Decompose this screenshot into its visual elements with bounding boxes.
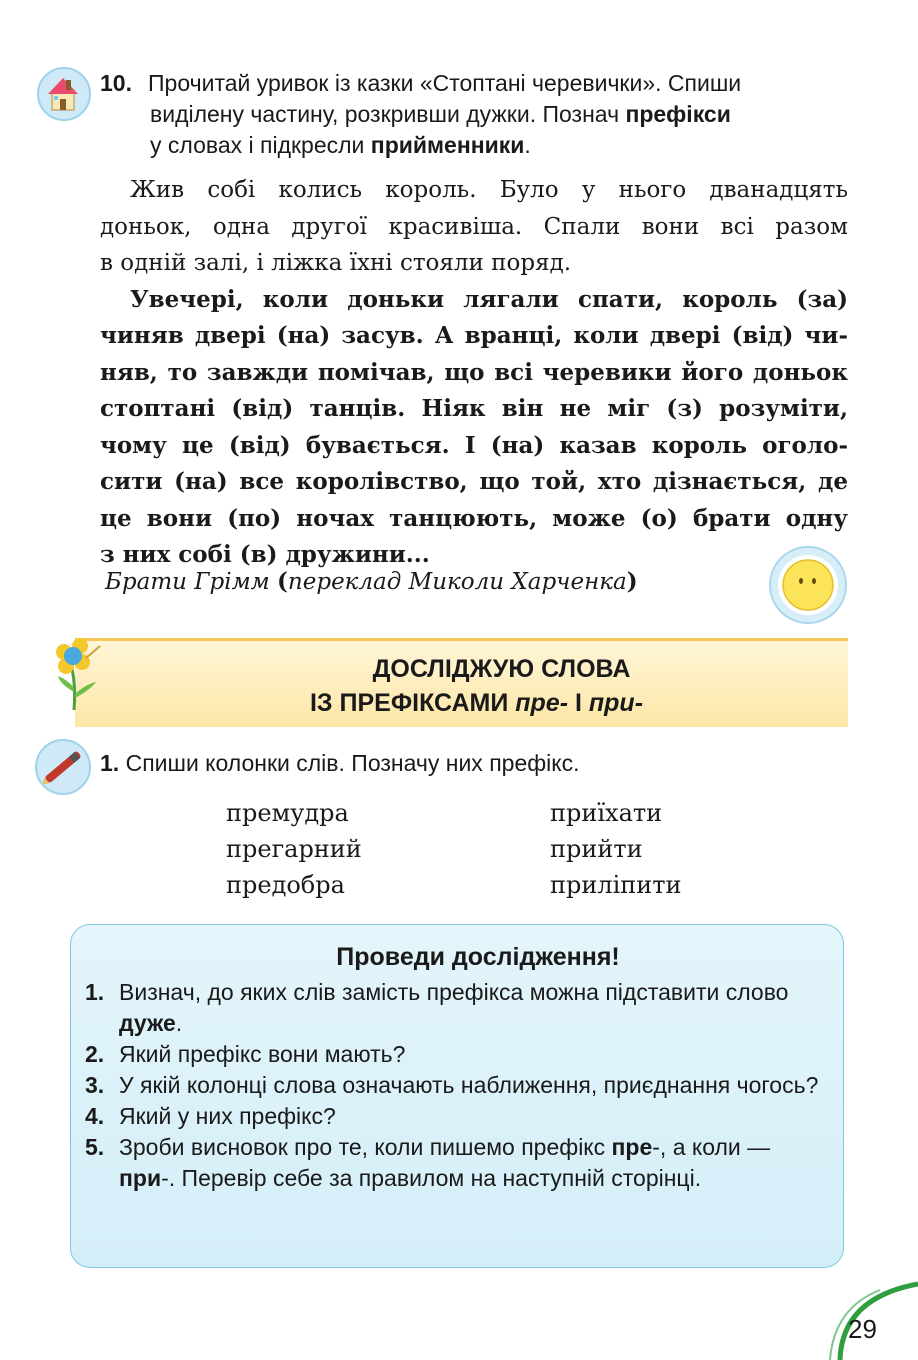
word-item: прегарний xyxy=(226,835,362,863)
word-column-pre xyxy=(226,795,362,903)
word-item: приїхати xyxy=(550,799,663,827)
story-line: няв, то завжди помічав, що всі черевики його доньок xyxy=(100,358,848,386)
research-box xyxy=(70,924,844,1268)
task-number: 10. xyxy=(100,70,132,96)
story-line: сити (на) все королівство, що той, хто дізнається, де xyxy=(100,468,848,495)
story-line: стоптані (від) танців. Ніяк він не міг (з) розуміти, xyxy=(100,395,848,422)
research-item: 1. Визнач, до яких слів замість префікса можна підставити слово дуже. xyxy=(85,979,789,1036)
story-attribution: Брати Грімм (переклад Миколи Харченка) xyxy=(105,568,638,595)
task-10-instruction: 10. Прочитай уривок із казки «Стоптані черевички». Спиши виділену частину, розкривши дужки. Познач префікси у словах і підкресли прийменники. xyxy=(100,70,742,158)
research-item: 4. Який у них префікс? xyxy=(85,1103,336,1129)
section-title-line2: ІЗ ПРЕФІКСАМИ пре- І при- xyxy=(309,689,644,717)
research-item: 2. Який префікс вони мають? xyxy=(85,1041,406,1067)
word-column-pry xyxy=(550,795,682,903)
page-number: 29 xyxy=(848,1314,877,1344)
story-line: чому це (від) бувається. І (на) казав король оголо- xyxy=(100,431,848,459)
research-title: Проведи дослідження! xyxy=(336,943,620,971)
word-item: приліпити xyxy=(550,871,682,899)
research-item: 3. У якій колонці слова означають наближення, приєднання чогось? xyxy=(85,1072,819,1098)
research-item: 5. Зроби висновок про те, коли пишемо префікс пре-, а коли — при-. Перевір себе за правилом на наступній сторінці. xyxy=(85,1134,771,1191)
flower-icon xyxy=(52,632,108,712)
story-line: чиняв двері (на) засув. А вранці, коли двері (від) чи- xyxy=(100,322,848,349)
house-icon xyxy=(36,66,92,122)
word-item: предобра xyxy=(226,871,345,899)
story-line: в одній залі, і ліжка їхні стояли поряд. xyxy=(100,250,572,276)
story-text xyxy=(100,172,848,574)
word-item: премудра xyxy=(226,799,349,827)
story-line: з них собі (в) дружини... xyxy=(100,541,430,568)
research-list xyxy=(85,977,825,1194)
story-line: це вони (по) ночах танцюють, може (о) брати одну xyxy=(100,504,848,532)
pen-icon xyxy=(34,738,92,796)
word-item: прийти xyxy=(550,835,643,863)
section-title-line1: ДОСЛІДЖУЮ СЛОВА xyxy=(372,655,631,683)
story-line: доньок, одна другої красивіша. Спали вони всі разом xyxy=(100,213,848,240)
section-header xyxy=(75,638,848,727)
story-line: Увечері, коли доньки лягали спати, король (за) xyxy=(130,285,848,313)
task-1-instruction: 1. Спиши колонки слів. Позначу них префікс. xyxy=(100,750,580,776)
smiley-icon xyxy=(768,545,848,625)
story-line: Жив собі колись король. Було у нього дванадцять xyxy=(130,177,848,203)
